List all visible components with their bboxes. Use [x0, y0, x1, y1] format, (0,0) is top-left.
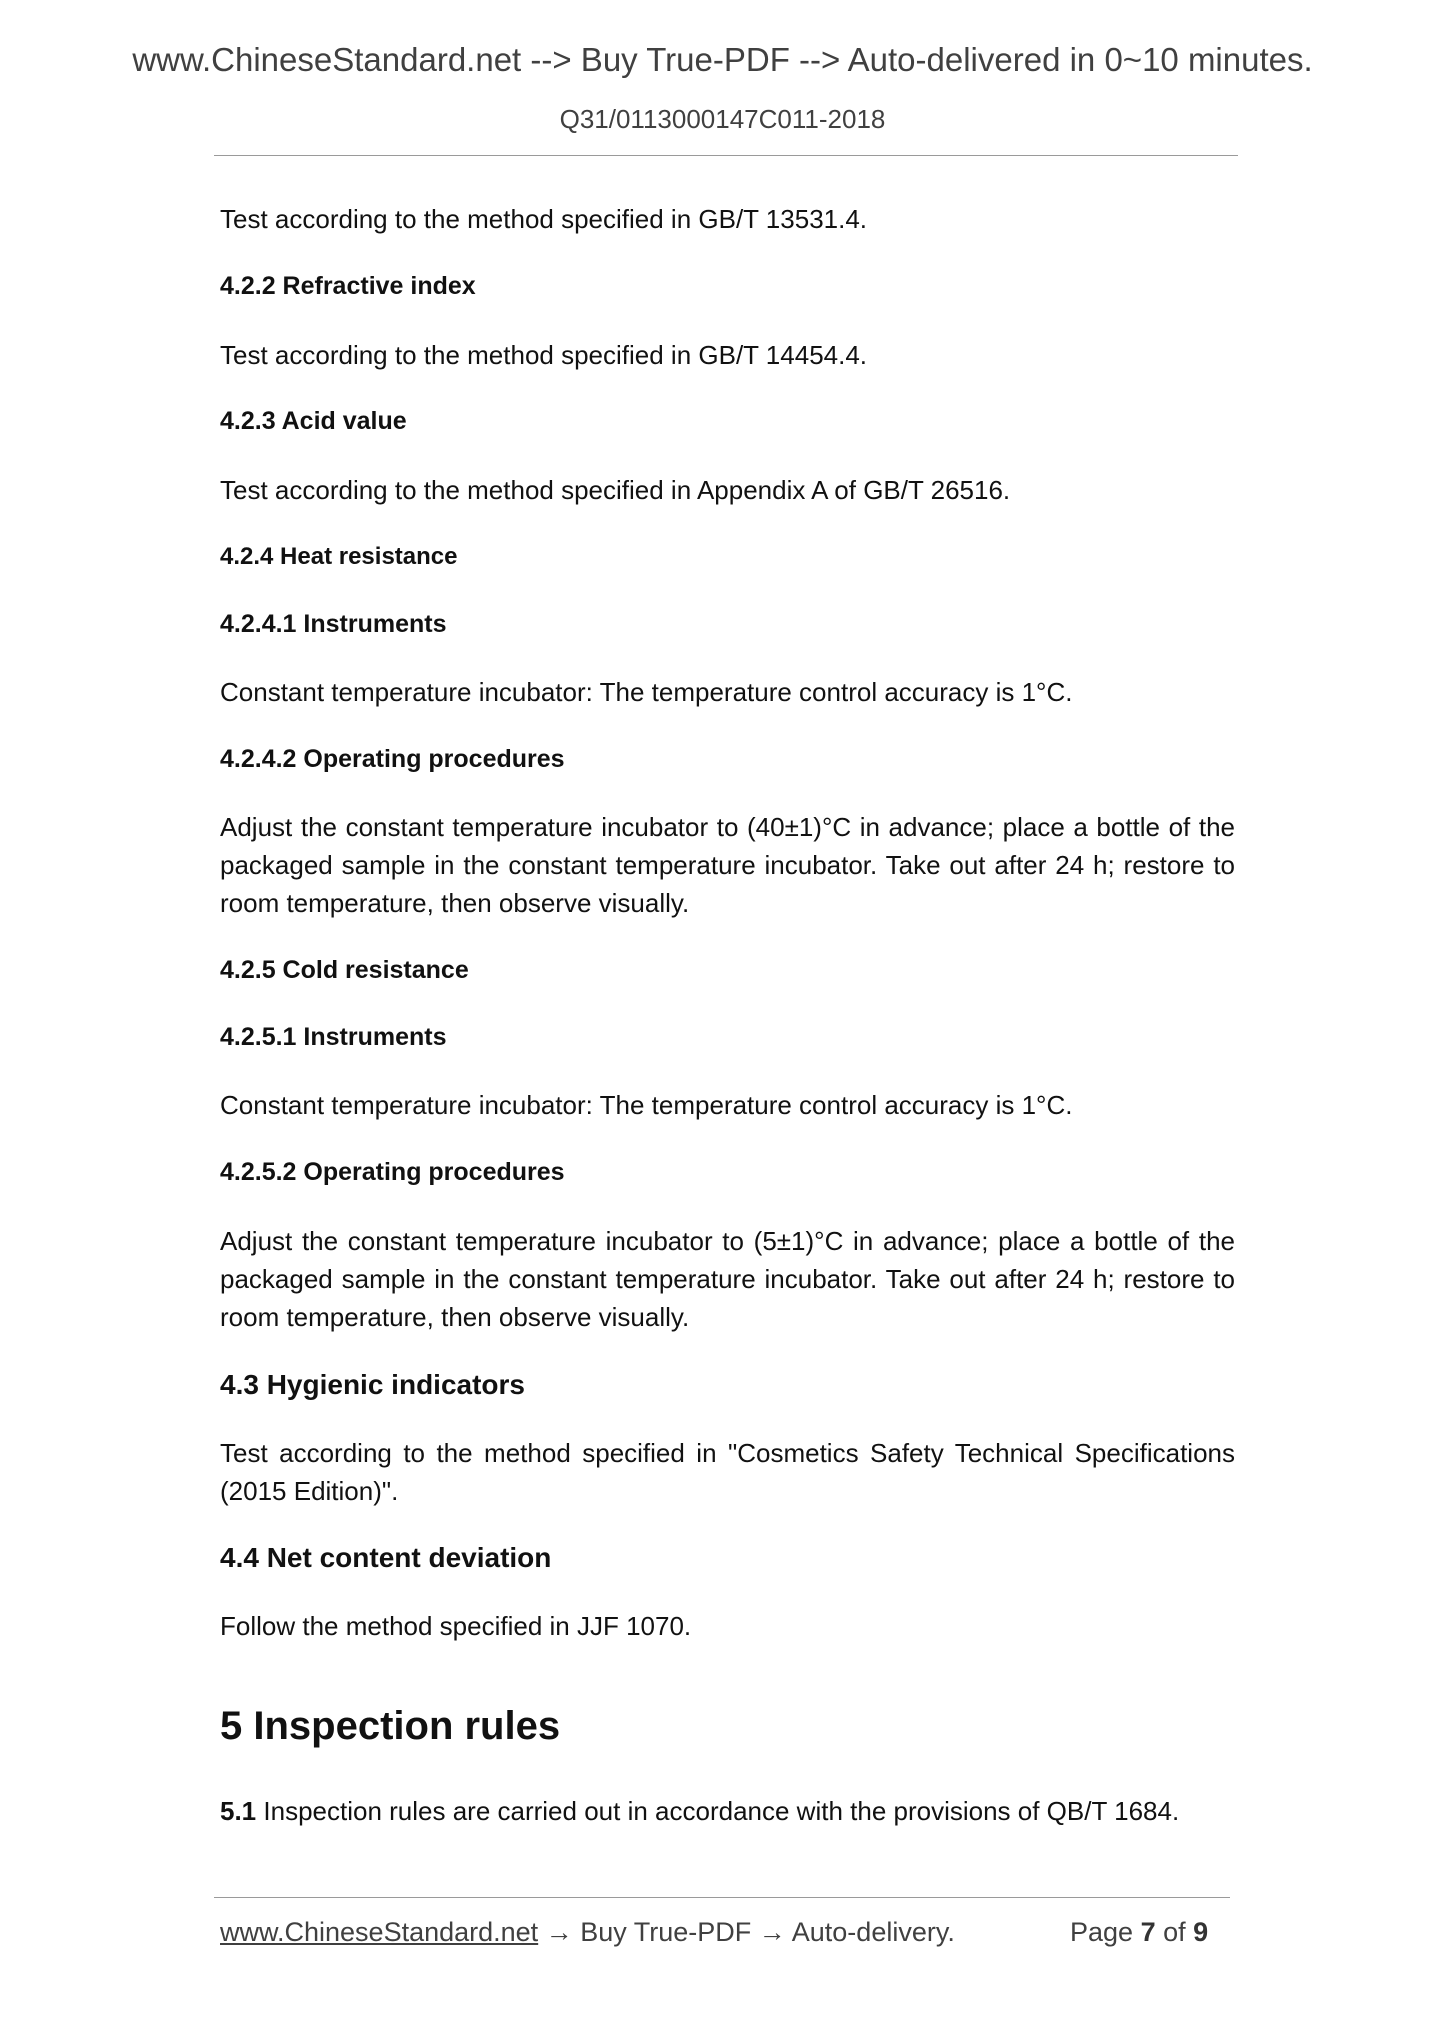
chapter-heading-5: 5 Inspection rules	[220, 1704, 561, 1748]
paragraph: Constant temperature incubator: The temperature control accuracy is 1°C.	[220, 677, 1073, 707]
paragraph-5-1	[220, 1792, 1235, 1830]
paragraph: Follow the method specified in JJF 1070.	[220, 1611, 692, 1641]
arrow-right-icon: →	[538, 1917, 581, 1947]
paragraph: Adjust the constant temperature incubator to (5±1)°C in advance; place a bottle of the packaged sample in the constant temperature incubator. Take out after 24 h; restore to room temperature, then observe visually.	[220, 1226, 1235, 1332]
footer-buy-text: Buy True-PDF	[580, 1917, 752, 1947]
paragraph: Test according to the method specified in Appendix A of GB/T 26516.	[220, 475, 1011, 505]
section-heading-4-2-4: 4.2.4 Heat resistance	[220, 543, 458, 570]
arrow-right-icon: →	[751, 1917, 792, 1947]
section-heading-4-2-4-1: 4.2.4.1 Instruments	[220, 610, 447, 638]
footer-links	[220, 1914, 955, 1950]
clause-text: Inspection rules are carried out in accordance with the provisions of QB/T 1684.	[256, 1796, 1180, 1826]
section-heading-4-3: 4.3 Hygienic indicators	[220, 1369, 525, 1400]
page-total: 9	[1193, 1917, 1209, 1947]
paragraph: Test according to the method specified in "Cosmetics Safety Technical Specifications (2015 Edition)".	[220, 1438, 1235, 1506]
of-label: of	[1163, 1917, 1186, 1947]
section-heading-4-2-4-2: 4.2.4.2 Operating procedures	[220, 745, 565, 773]
footer-auto-text: Auto-delivery.	[791, 1917, 955, 1947]
page-indicator	[1070, 1914, 1208, 1950]
page-number: 7	[1140, 1917, 1156, 1947]
paragraph: Test according to the method specified in GB/T 14454.4.	[220, 340, 868, 370]
paragraph: Constant temperature incubator: The temperature control accuracy is 1°C.	[220, 1090, 1073, 1120]
clause-number: 5.1	[220, 1796, 257, 1826]
section-heading-4-2-5-2: 4.2.5.2 Operating procedures	[220, 1158, 565, 1186]
section-heading-4-2-3: 4.2.3 Acid value	[220, 407, 407, 435]
footer-divider	[214, 1897, 1230, 1898]
top-banner: www.ChineseStandard.net --> Buy True-PDF --> Auto-delivered in 0~10 minutes.	[132, 41, 1313, 78]
paragraph: Adjust the constant temperature incubator to (40±1)°C in advance; place a bottle of the packaged sample in the constant temperature incubator. Take out after 24 h; restore to room temperature, then observe visually.	[220, 812, 1235, 918]
header-divider	[214, 155, 1238, 156]
document-code: Q31/0113000147C011-2018	[559, 104, 886, 134]
footer-site-link[interactable]: www.ChineseStandard.net	[220, 1917, 539, 1947]
page-label: Page	[1070, 1917, 1134, 1947]
section-heading-4-2-5-1: 4.2.5.1 Instruments	[220, 1023, 447, 1051]
section-heading-4-4: 4.4 Net content deviation	[220, 1542, 552, 1573]
section-heading-4-2-2: 4.2.2 Refractive index	[220, 272, 476, 300]
paragraph: Test according to the method specified in GB/T 13531.4.	[220, 204, 868, 234]
section-heading-4-2-5: 4.2.5 Cold resistance	[220, 956, 469, 984]
